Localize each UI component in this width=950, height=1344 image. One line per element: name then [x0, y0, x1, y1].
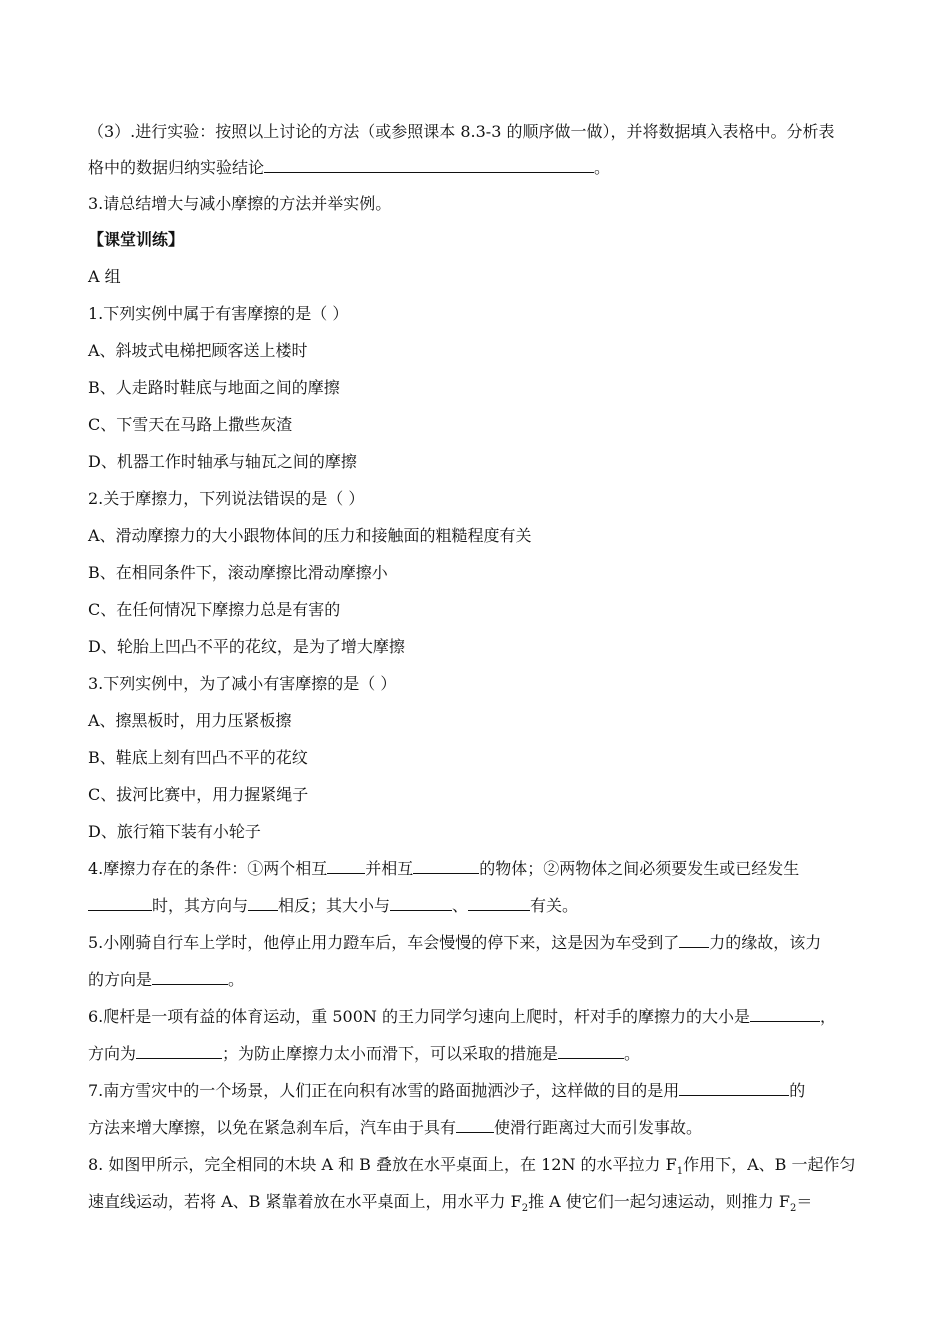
question-2-option-c[interactable]	[88, 600, 868, 620]
text: 速直线运动，若将 A、B 紧靠着放在水平桌面上，用水平力 F	[88, 1192, 522, 1211]
text: 有关。	[530, 896, 579, 915]
text: A、擦黑板时，用力压紧板擦	[88, 711, 292, 730]
answer-blank[interactable]	[88, 896, 152, 911]
question-1-option-b[interactable]	[88, 378, 868, 398]
question-3-option-a[interactable]	[88, 711, 868, 731]
question-1-option-d[interactable]	[88, 452, 868, 472]
text: 3.请总结增大与减小摩擦的方法并举实例。	[88, 194, 392, 213]
text: 。	[228, 970, 245, 989]
question-7-line-2	[88, 1118, 868, 1138]
text: C、拔河比赛中，用力握紧绳子	[88, 785, 309, 804]
text: 的	[789, 1081, 806, 1100]
answer-blank[interactable]	[390, 896, 452, 911]
question-1-option-c[interactable]	[88, 415, 868, 435]
text: 推 A 使它们一起匀速运动，则推力 F	[528, 1192, 790, 1211]
text: 方向为	[88, 1044, 137, 1063]
text: 格中的数据归纳实验结论	[88, 158, 265, 177]
text: ，	[819, 1007, 836, 1026]
text: ；为防止摩擦力太小而滑下，可以采取的措施是	[222, 1044, 559, 1063]
text: 7.南方雪灾中的一个场景，人们正在向积有冰雪的路面抛洒沙子，这样做的目的是用	[88, 1081, 680, 1100]
text: D、机器工作时轴承与轴瓦之间的摩擦	[88, 452, 357, 471]
subscript: 2	[789, 1203, 797, 1215]
answer-blank[interactable]	[558, 1044, 624, 1059]
question-3	[88, 674, 868, 694]
text: 。	[624, 1044, 641, 1063]
answer-blank[interactable]	[679, 1081, 789, 1096]
question-1	[88, 304, 868, 324]
experiment-step-3-line-1	[88, 122, 868, 142]
text: 使滑行距离过大而引发事故。	[494, 1118, 703, 1137]
text: B、在相同条件下，滚动摩擦比滑动摩擦小	[88, 563, 388, 582]
text: 【课堂训练】	[88, 230, 185, 249]
question-3-option-b[interactable]	[88, 748, 868, 768]
question-2-option-a[interactable]	[88, 526, 868, 546]
text: C、在任何情况下摩擦力总是有害的	[88, 600, 341, 619]
text: 力的缘故，该力	[709, 933, 822, 952]
text: 相反；其大小与	[278, 896, 391, 915]
question-7-line-1	[88, 1081, 868, 1101]
subscript: 1	[676, 1166, 684, 1178]
question-2	[88, 489, 868, 509]
question-4-line-1	[88, 859, 868, 879]
text: A 组	[88, 267, 121, 286]
text: D、旅行箱下装有小轮子	[88, 822, 261, 841]
text: 、	[452, 896, 469, 915]
text: 方法来增大摩擦，以免在紧急刹车后，汽车由于具有	[88, 1118, 457, 1137]
question-1-option-a[interactable]	[88, 341, 868, 361]
text: 3.下列实例中，为了减小有害摩擦的是（ ）	[88, 674, 397, 693]
question-3-option-c[interactable]	[88, 785, 868, 805]
text: 作用下，A、B 一起作匀	[683, 1155, 856, 1174]
group-label	[88, 267, 868, 287]
question-6-line-1	[88, 1007, 868, 1027]
text: B、鞋底上刻有凹凸不平的花纹	[88, 748, 308, 767]
text: 4.摩擦力存在的条件：①两个相互	[88, 859, 328, 878]
text: 5.小刚骑自行车上学时，他停止用力蹬车后，车会慢慢的停下来，这是因为车受到了	[88, 933, 680, 952]
answer-blank[interactable]	[264, 158, 594, 173]
question-2-option-d[interactable]	[88, 637, 868, 657]
answer-blank[interactable]	[327, 859, 365, 874]
question-8-line-2	[88, 1192, 868, 1219]
text: 8. 如图甲所示，完全相同的木块 A 和 B 叠放在水平桌面上，在 12N 的水平拉力 F	[88, 1155, 677, 1174]
text: A、斜坡式电梯把顾客送上楼时	[88, 341, 308, 360]
question-3-option-d[interactable]	[88, 822, 868, 842]
answer-blank[interactable]	[456, 1118, 494, 1133]
text: 时，其方向与	[152, 896, 249, 915]
question-8-line-1	[88, 1155, 868, 1182]
text: 的物体；②两物体之间必须要发生或已经发生	[479, 859, 800, 878]
text: 的方向是	[88, 970, 153, 989]
text: ＝	[796, 1192, 813, 1211]
answer-blank[interactable]	[136, 1044, 222, 1059]
answer-blank[interactable]	[413, 859, 479, 874]
subscript: 2	[521, 1203, 529, 1215]
text: D、轮胎上凹凸不平的花纹，是为了增大摩擦	[88, 637, 405, 656]
answer-blank[interactable]	[468, 896, 530, 911]
answer-blank[interactable]	[248, 896, 278, 911]
answer-blank[interactable]	[152, 970, 228, 985]
section-heading	[88, 230, 868, 250]
answer-blank[interactable]	[679, 933, 709, 948]
text: A、滑动摩擦力的大小跟物体间的压力和接触面的粗糙程度有关	[88, 526, 532, 545]
text: B、人走路时鞋底与地面之间的摩擦	[88, 378, 340, 397]
text: 1.下列实例中属于有害摩擦的是（ ）	[88, 304, 349, 323]
text: 。	[594, 158, 611, 177]
text: 2.关于摩擦力，下列说法错误的是（ ）	[88, 489, 365, 508]
experiment-step-3-line-2	[88, 158, 868, 178]
text: C、下雪天在马路上撒些灰渣	[88, 415, 293, 434]
question-3-summary	[88, 194, 868, 214]
question-2-option-b[interactable]	[88, 563, 868, 583]
question-6-line-2	[88, 1044, 868, 1064]
question-5-line-1	[88, 933, 868, 953]
question-5-line-2	[88, 970, 868, 990]
text: 并相互	[365, 859, 414, 878]
answer-blank[interactable]	[750, 1007, 820, 1022]
question-4-line-2	[88, 896, 868, 916]
text: （3）.进行实验：按照以上讨论的方法（或参照课本 8.3-3 的顺序做一做），并将数据填入表格中。分析表	[88, 122, 835, 141]
text: 6.爬杆是一项有益的体育运动，重 500N 的王力同学匀速向上爬时，杆对手的摩擦力的大小是	[88, 1007, 750, 1026]
